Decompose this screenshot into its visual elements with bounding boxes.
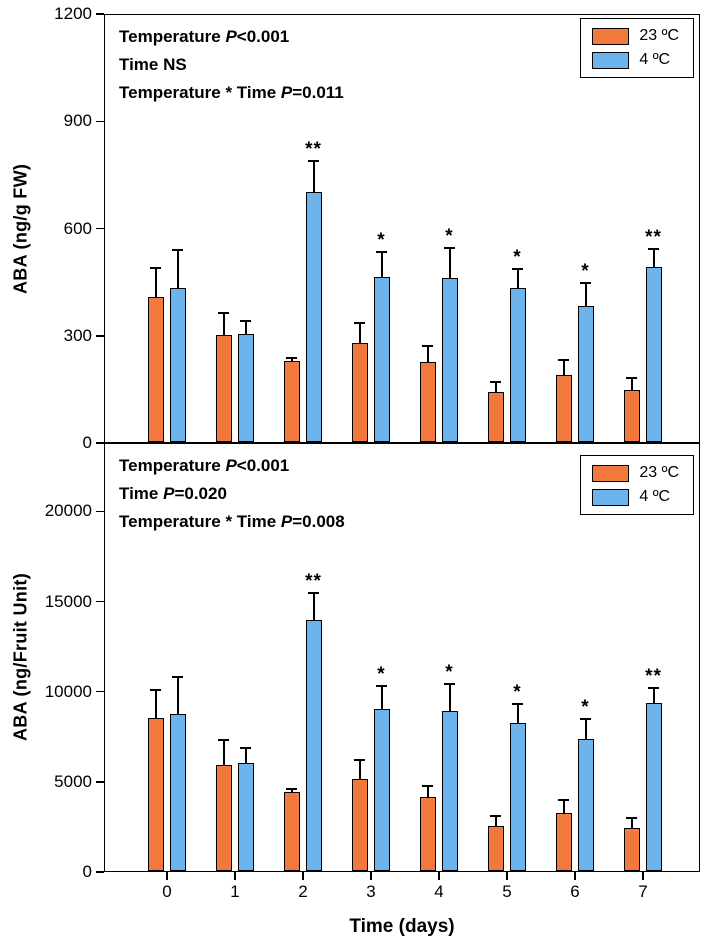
x-tick (166, 872, 168, 880)
legend-label: 23 ºC (639, 27, 679, 44)
bar-4c-day0 (170, 288, 186, 442)
error-bar (512, 703, 523, 723)
error-bar (240, 320, 251, 334)
bar-4c-day5 (510, 288, 526, 442)
bar-23c-day0 (148, 297, 164, 442)
bar-23c-day3 (352, 779, 368, 871)
x-tick-label: 0 (162, 882, 172, 901)
stats-annotation-line (119, 51, 344, 79)
error-bar (354, 322, 365, 342)
x-tick (438, 872, 440, 880)
bar-23c-day6 (556, 375, 572, 442)
x-tick-label: 2 (298, 882, 308, 901)
error-bar (218, 312, 229, 335)
error-bar (558, 799, 569, 813)
y-tick-label: 0 (82, 862, 92, 881)
error-bar (512, 268, 523, 288)
bar-23c-day3 (352, 343, 368, 442)
stat-text: Temperature * Time (119, 83, 281, 102)
error-bar (172, 676, 183, 714)
bar-4c-day3 (374, 277, 390, 442)
x-tick (234, 872, 236, 880)
x-tick (574, 872, 576, 880)
bar-23c-day5 (488, 392, 504, 442)
x-tick-label: 7 (638, 882, 648, 901)
y-tick-label: 600 (63, 218, 92, 238)
error-bar-stem (563, 801, 565, 813)
error-bar (422, 345, 433, 361)
legend-row (592, 27, 679, 45)
significance-marker: ** (305, 570, 322, 592)
error-bar (626, 377, 637, 390)
stat-text: =0.008 (292, 512, 345, 531)
bar-23c-day7 (624, 828, 640, 871)
significance-marker: * (445, 661, 454, 683)
x-tick-label: 4 (434, 882, 444, 901)
error-bar-stem (359, 324, 361, 342)
legend (580, 455, 694, 515)
error-bar (240, 747, 251, 763)
y-tick-label: 20000 (44, 501, 92, 521)
y-tick (96, 13, 104, 15)
legend-swatch (592, 28, 629, 45)
error-bar-stem (155, 691, 157, 718)
stat-symbol-italic: P (225, 27, 237, 46)
error-bar-stem (517, 705, 519, 723)
y-tick-label: 15000 (44, 591, 92, 611)
bar-4c-day2 (306, 192, 322, 442)
error-bar (218, 739, 229, 764)
bar-4c-day0 (170, 714, 186, 871)
y-tick-label: 300 (63, 325, 92, 345)
error-bar-stem (245, 322, 247, 334)
x-tick (506, 872, 508, 880)
error-bar (376, 685, 387, 708)
stat-symbol-italic: P (280, 83, 293, 102)
x-tick-label: 1 (230, 882, 240, 901)
error-bar (490, 815, 501, 826)
stat-text: Time NS (119, 55, 187, 74)
error-bar-stem (449, 249, 451, 278)
y-tick (96, 121, 104, 123)
error-bar (648, 687, 659, 703)
significance-marker: ** (645, 226, 662, 248)
stat-text: Temperature (119, 27, 226, 46)
bar-4c-day1 (238, 763, 254, 871)
x-tick-label: 6 (570, 882, 580, 901)
bar-4c-day3 (374, 709, 390, 871)
legend-label: 23 ºC (639, 464, 679, 481)
significance-marker: * (445, 226, 454, 248)
bar-4c-day4 (442, 278, 458, 442)
bar-4c-day7 (646, 267, 662, 442)
x-tick (302, 872, 304, 880)
stat-text: =0.011 (292, 83, 344, 102)
stat-text: Temperature (119, 456, 226, 475)
significance-marker: ** (645, 666, 662, 688)
y-tick (96, 601, 104, 603)
error-bar-stem (631, 819, 633, 828)
legend-label: 4 ºC (639, 488, 671, 505)
y-tick (96, 442, 104, 444)
stat-text: =0.020 (174, 484, 227, 503)
y-tick (96, 871, 104, 873)
error-bar (580, 282, 591, 306)
error-bar-stem (517, 270, 519, 288)
legend-swatch (592, 489, 629, 506)
stats-annotation-line (119, 480, 345, 508)
error-bar-stem (223, 314, 225, 335)
stat-text: <0.001 (236, 456, 290, 475)
error-bar-stem (495, 817, 497, 826)
stats-annotation (119, 452, 345, 536)
y-tick-label: 5000 (54, 771, 92, 791)
significance-marker: * (581, 260, 590, 282)
x-tick (370, 872, 372, 880)
legend-row (592, 464, 679, 482)
stats-annotation-line (119, 452, 345, 480)
error-bar-stem (631, 379, 633, 390)
significance-marker: * (377, 229, 386, 251)
error-bar-stem (223, 741, 225, 764)
error-bar-stem (245, 749, 247, 763)
error-bar-stem (427, 347, 429, 361)
bar-23c-day2 (284, 792, 300, 871)
error-bar-stem (313, 594, 315, 621)
error-bar (626, 817, 637, 828)
y-axis-title-top: ABA (ng/g FW) (10, 163, 31, 294)
error-bar-stem (381, 687, 383, 708)
x-axis-title: Time (days) (349, 916, 455, 937)
stat-symbol-italic: P (225, 456, 237, 475)
error-bar (354, 759, 365, 779)
error-bar-stem (449, 685, 451, 712)
error-bar (308, 592, 319, 621)
y-tick-label: 1200 (54, 4, 92, 23)
significance-marker: * (513, 682, 522, 704)
chart-panel-top (104, 14, 700, 443)
chart-panel-bottom (104, 443, 700, 872)
bar-23c-day4 (420, 362, 436, 442)
y-tick-label: 0 (82, 433, 92, 452)
error-bar-stem (155, 269, 157, 297)
error-bar-stem (585, 284, 587, 306)
error-bar (444, 683, 455, 712)
error-bar-stem (291, 790, 293, 792)
y-tick (96, 781, 104, 783)
error-bar (648, 248, 659, 267)
stats-annotation-line (119, 79, 344, 107)
error-bar-stem (563, 361, 565, 375)
y-axis-title-bottom: ABA (ng/Fruit Unit) (10, 573, 31, 742)
bar-4c-day5 (510, 723, 526, 871)
legend-swatch (592, 52, 629, 69)
error-bar-stem (653, 689, 655, 703)
error-bar (376, 251, 387, 277)
legend-swatch (592, 465, 629, 482)
error-bar (286, 788, 297, 792)
stat-symbol-italic: P (280, 512, 293, 531)
error-bar-stem (291, 359, 293, 361)
y-tick (96, 335, 104, 337)
bar-23c-day7 (624, 390, 640, 442)
error-bar (150, 267, 161, 297)
error-bar-stem (653, 250, 655, 267)
error-bar-stem (427, 787, 429, 798)
error-bar-stem (495, 383, 497, 392)
legend-row (592, 51, 679, 69)
bar-23c-day4 (420, 797, 436, 871)
error-bar (172, 249, 183, 288)
stats-annotation-line (119, 23, 344, 51)
x-tick-label: 3 (366, 882, 376, 901)
bar-4c-day2 (306, 620, 322, 871)
error-bar (286, 357, 297, 361)
bar-4c-day7 (646, 703, 662, 871)
y-tick (96, 691, 104, 693)
x-tick-label: 5 (502, 882, 512, 901)
legend-row (592, 488, 679, 506)
error-bar-stem (359, 761, 361, 779)
legend-label: 4 ºC (639, 51, 671, 68)
legend (580, 18, 694, 78)
significance-marker: * (377, 664, 386, 686)
bar-23c-day6 (556, 813, 572, 871)
error-bar (580, 718, 591, 740)
significance-marker: * (581, 696, 590, 718)
error-bar (558, 359, 569, 375)
stat-text: Time (119, 484, 164, 503)
bar-23c-day5 (488, 826, 504, 871)
error-bar (150, 689, 161, 718)
bar-23c-day1 (216, 335, 232, 442)
bar-4c-day4 (442, 711, 458, 871)
bar-23c-day2 (284, 361, 300, 442)
y-tick-label: 10000 (44, 681, 92, 701)
stat-symbol-italic: P (163, 484, 175, 503)
error-bar-stem (381, 253, 383, 277)
y-tick (96, 228, 104, 230)
stat-text: Temperature * Time (119, 512, 281, 531)
bar-23c-day0 (148, 718, 164, 871)
error-bar (308, 160, 319, 192)
error-bar-stem (313, 162, 315, 192)
bar-23c-day1 (216, 765, 232, 871)
error-bar (444, 247, 455, 278)
stats-annotation-line (119, 508, 345, 536)
y-tick-label: 900 (63, 111, 92, 131)
stats-annotation (119, 23, 344, 107)
error-bar (422, 785, 433, 798)
error-bar-stem (585, 720, 587, 740)
error-bar-stem (177, 251, 179, 288)
significance-marker: ** (305, 138, 322, 160)
bar-4c-day1 (238, 334, 254, 442)
bar-4c-day6 (578, 739, 594, 871)
x-tick (642, 872, 644, 880)
error-bar-stem (177, 678, 179, 714)
error-bar (490, 381, 501, 392)
significance-marker: * (513, 246, 522, 268)
stat-text: <0.001 (236, 27, 290, 46)
bar-4c-day6 (578, 306, 594, 442)
y-tick (96, 511, 104, 513)
